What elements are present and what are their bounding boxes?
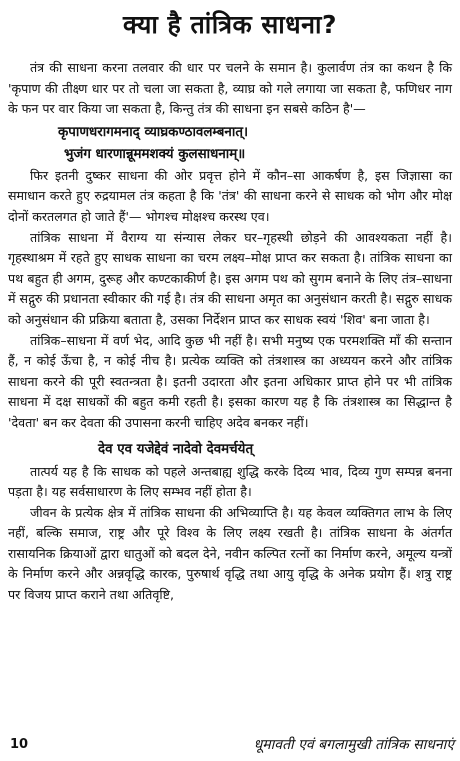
page-footer (0, 735, 460, 757)
paragraph-3: तांत्रिक साधना में वैराग्य या संन्यास लेकर घर–गृहस्थी छोड़ने की आवश्यकता नहीं है। गृहस्थाश्रम में रहते हुए साधक साधना का चरम लक्ष्य–मोक्ष प्राप्त कर सकता है। तांत्रिक साधना का पथ बहुत ही अगम, दुरूह और कण्टकाकीर्ण है। इस अगम पथ को सुगम बनाने के लिए तंत्र–साधना में सद्गुरु की प्रधानता स्वीकार की गई है। तंत्र की साधना अमृत का अनुसंधान करती है। सद्गुरु साधक को अनुसंधान की प्रक्रिया बताता है, उसका निर्देशन प्राप्त कर साधक स्वयं 'शिव' बना जाता है। (8, 229, 452, 327)
page-title: क्या है तांत्रिक साधना? (122, 10, 338, 39)
paragraph-6: जीवन के प्रत्येक क्षेत्र में तांत्रिक साधना की अभिव्याप्ति है। यह केवल व्यक्तिगत लाभ के लिए नहीं, बल्कि समाज, राष्ट्र और पूरे विश्व के लिए लक्ष्य रखती है। तांत्रिक साधना के अंतर्गत रासायनिक क्रियाओं द्वारा धातुओं को बदल देने, नवीन कल्पित रत्नों का निर्माण करने, अमूल्य यन्त्रों के निर्माण करने और अन्नवृद्धि कारक, पुरुषार्थ वृद्धि तथा आयु वृद्धि के अनेक प्रयोग हैं। शत्रु राष्ट्र पर विजय प्राप्त कराने तथा अतिवृष्टि, (8, 504, 452, 603)
paragraph-1: तंत्र की साधना करना तलवार की धार पर चलने के समान है। कुलार्वण तंत्र का कथन है कि 'कृपाण की तीक्ष्ण धार पर तो चला जा सकता है, व्याघ्र को गले लगाया जा सकता है, फणिधर नाग के फन पर वार किया जा सकता है, किन्तु तंत्र की साधना इन सबसे कठिन है'— (8, 60, 452, 117)
verse-line-1: कृपाणधरागमनाद् व्याघ्रकण्ठावलम्बनात्। (58, 123, 249, 140)
paragraph-2: फिर इतनी दुष्कर साधना की ओर प्रवृत्त होने में कौन–सा आकर्षण है, इस जिज्ञासा का समाधान करते हुए रुद्रयामल तंत्र कहता है कि 'तंत्र' की साधना करने से साधक को भोग और मोक्ष दोनों करतलगत हो जाते हैं'— भोगश्च मोक्षश्च करस्थ एव। (8, 167, 452, 224)
paragraph-4: तांत्रिक–साधना में वर्ण भेद, आदि कुछ भी नहीं है। सभी मनुष्य एक परमशक्ति माँ की सन्तान हैं, न कोई ऊँचा है, न कोई नीच है। प्रत्येक व्यक्ति को तंत्रशास्त्र का अध्ययन करने और तांत्रिक साधना करने की पूरी स्वतन्त्रता है। इतनी उदारता और इतना अधिकार प्राप्त होने पर भी तांत्रिक साधना में दक्ष साधकों की बहुत कमी रहती है। इसका कारण यह है कि तंत्रशास्त्र का सिद्धान्त है 'देवता' बन कर देवता की उपासना करनी चाहिए अदेव बनकर नहीं। (8, 332, 452, 430)
verse-line-3: देव एव यजेद्देवं नादेवो देवमर्चयेत् (98, 440, 254, 457)
running-title: धूमावती एवं बगलामुखी तांत्रिक साधनाएं (253, 737, 454, 753)
page-body (8, 58, 452, 606)
page-number: 10 (10, 737, 29, 752)
paragraph-5: तात्पर्य यह है कि साधक को पहले अन्तबाह्य शुद्धि करके दिव्य भाव, दिव्य गुण सम्पन्न बनना पड़ता है। यह सर्वसाधारण के लिए सम्भव नहीं होता है। (8, 463, 452, 500)
verse-line-2: भुजंग धारणान्नूममशक्यं कुलसाधनाम्॥ (64, 145, 246, 162)
